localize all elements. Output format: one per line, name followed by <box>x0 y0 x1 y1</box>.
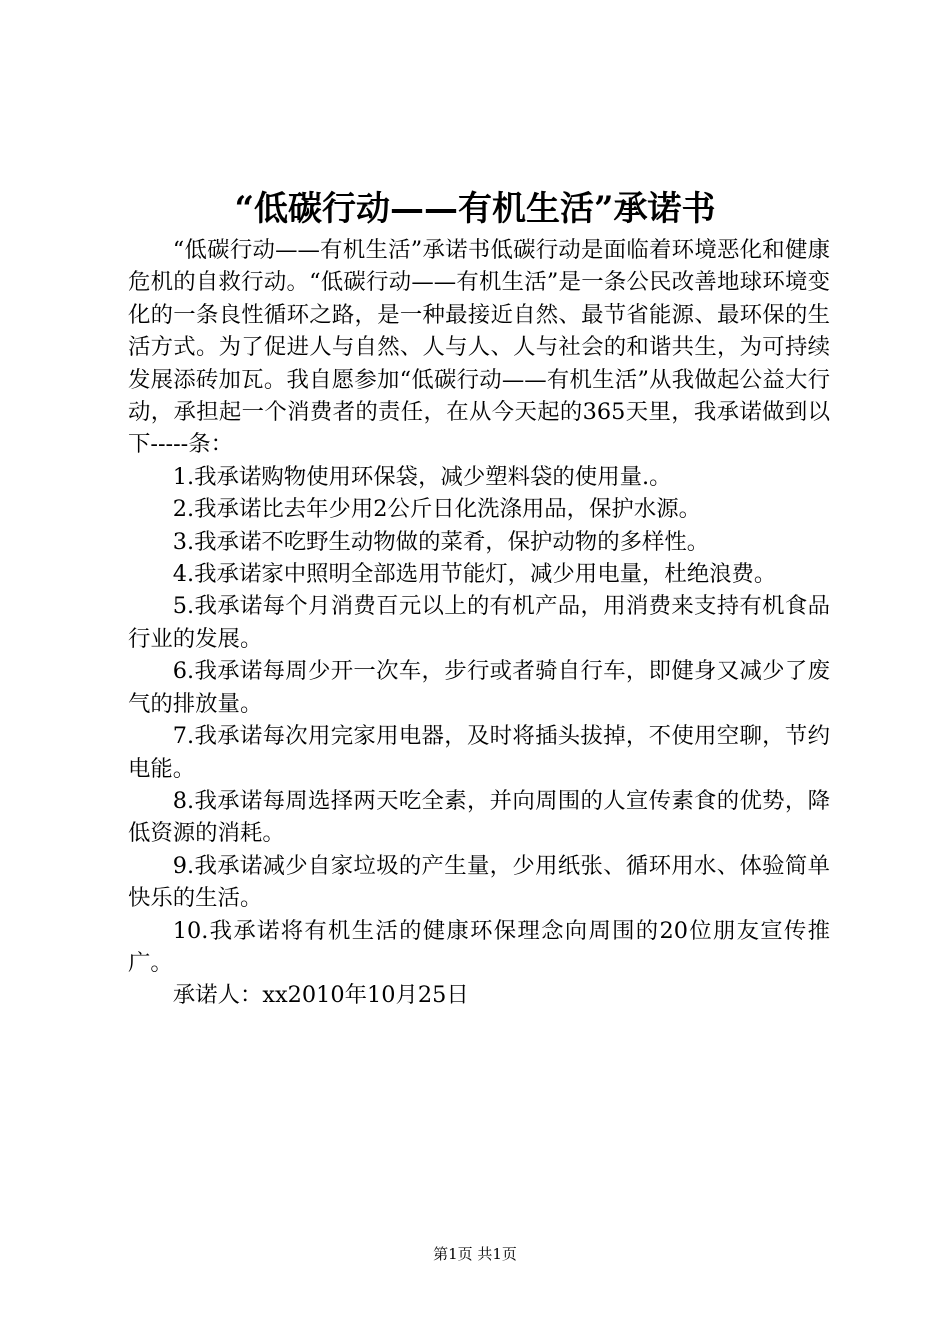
pledge-item: 3.我承诺不吃野生动物做的菜肴，保护动物的多样性。 <box>172 528 710 555</box>
pledge-item: 8.我承诺每周选择两天吃全素，并向周围的人宣传素食的优势，降低资源的消耗。 <box>128 787 830 847</box>
signature-line: 承诺人：xx2010年10月25日 <box>172 982 469 1009</box>
pledge-item: 2.我承诺比去年少用2公斤日化洗涤用品，保护水源。 <box>172 496 701 523</box>
pledge-item: 7.我承诺每次用完家用电器，及时将插头拔掉，不使用空聊，节约电能。 <box>128 723 830 782</box>
pledge-item: 6.我承诺每周少开一次车，步行或者骑自行车，即健身又减少了废气的排放量。 <box>128 658 830 717</box>
intro-paragraph: “低碳行动——有机生活”承诺书低碳行动是面临着环境恶化和健康危机的自救行动。“低碳行动——有机生活”是一条公民改善地球环境变化的一条良性循环之路，是一种最接近自然、最节省能源、最环保的生活方式。为了促进人与自然、人与人、人与社会的和谐共生，为可持续发展添砖加瓦。我自愿参加“低碳行动——有机生活”从我做起公益大行动，承担起一个消费者的责任，在从今天起的365天里，我承诺做到以下-----条： <box>128 237 830 458</box>
pledge-item: 10.我承诺将有机生活的健康环保理念向周围的20位朋友宣传推广。 <box>128 917 830 976</box>
pledge-item: 9.我承诺减少自家垃圾的产生量，少用纸张、循环用水、体验简单快乐的生活。 <box>128 852 830 912</box>
pledge-item: 1.我承诺购物使用环保袋，减少塑料袋的使用量.。 <box>172 463 672 490</box>
pledge-item: 5.我承诺每个月消费百元以上的有机产品，用消费来支持有机食品行业的发展。 <box>128 593 830 652</box>
document-body <box>128 234 830 1012</box>
page-title: “低碳行动——有机生活”承诺书 <box>234 189 716 229</box>
page-number-footer: 第1页 共1页 <box>433 1245 517 1263</box>
pledge-item: 4.我承诺家中照明全部选用节能灯，减少用电量，杜绝浪费。 <box>172 561 777 588</box>
